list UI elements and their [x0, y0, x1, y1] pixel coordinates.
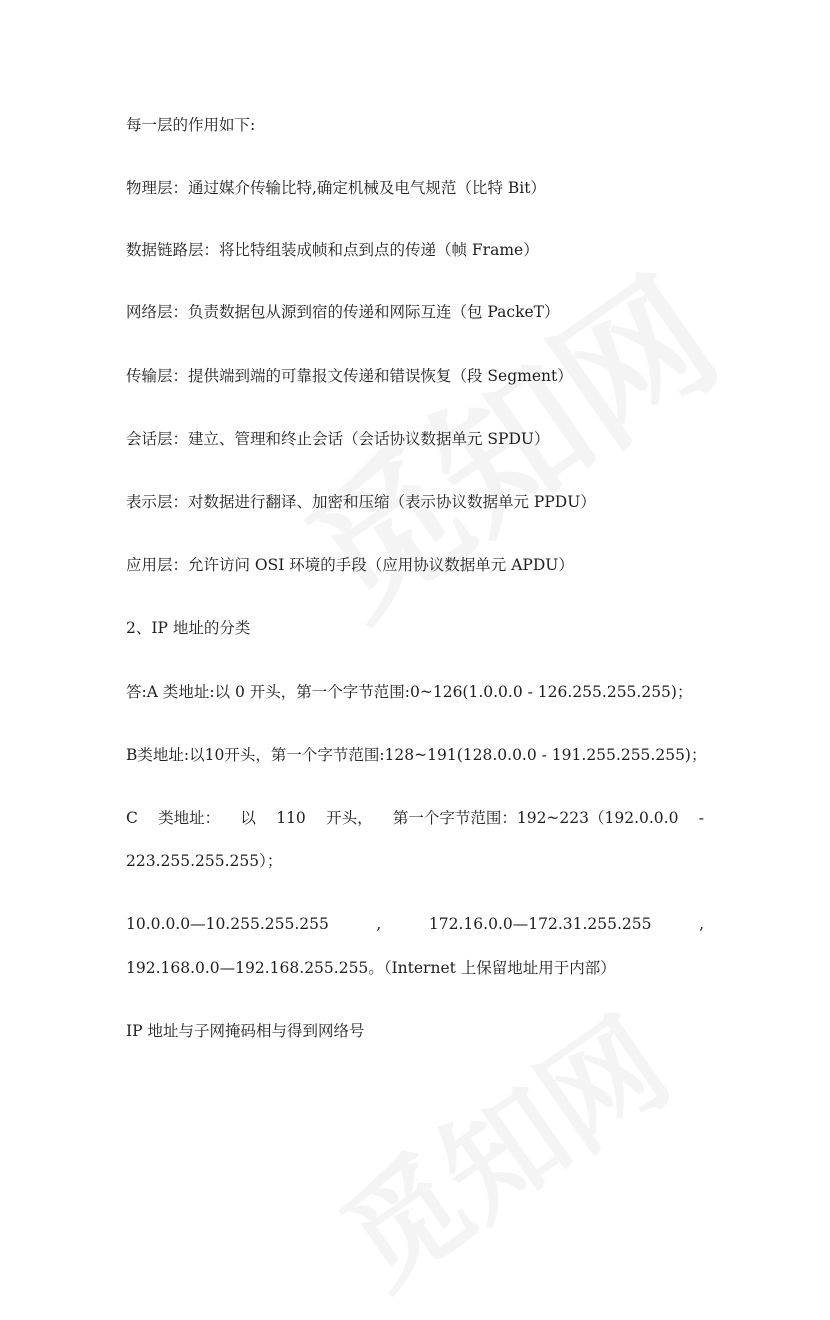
subnet-line: IP 地址与子网掩码相与得到网络号 — [126, 1022, 365, 1040]
datalink-layer-line: 数据链路层：将比特组装成帧和点到点的传递（帧 Frame） — [126, 241, 539, 259]
private-range-continuation: 192.168.0.0—192.168.255.255。（Internet 上保留地址用于内部） — [126, 959, 616, 977]
class-c-part: 110 — [276, 809, 306, 827]
network-layer-line: 网络层：负责数据包从源到宿的传递和网际互连（包 PackeT） — [126, 303, 560, 321]
application-layer-line: 应用层：允许访问 OSI 环境的手段（应用协议数据单元 APDU） — [126, 556, 574, 574]
class-c-line — [126, 808, 704, 828]
class-a-line: 答:A 类地址:以 0 开头，第一个字节范围:0~126(1.0.0.0 - 126.255.255.255)； — [126, 683, 693, 701]
intro-line: 每一层的作用如下: — [126, 116, 256, 134]
class-c-part: 类地址： — [158, 809, 221, 827]
session-layer-line: 会话层：建立、管理和终止会话（会话协议数据单元 SPDU） — [126, 430, 550, 448]
class-c-part: 第一个字节范围：192~223（192.0.0.0 — [392, 809, 679, 827]
section-heading: 2、IP 地址的分类 — [126, 619, 251, 637]
private-range-part: , — [376, 915, 382, 933]
private-range-part: 172.16.0.0—172.31.255.255 — [428, 915, 652, 933]
class-b-line: B类地址:以10开头，第一个字节范围:128~191(128.0.0.0 - 191.255.255.255)； — [126, 746, 707, 764]
class-c-continuation: 223.255.255.255）； — [126, 852, 283, 870]
private-range-line — [126, 914, 704, 934]
class-c-part: C — [126, 809, 138, 827]
class-c-part: 开头， — [326, 809, 373, 827]
physical-layer-line: 物理层：通过媒介传输比特,确定机械及电气规范（比特 Bit） — [126, 179, 546, 197]
private-range-part: 10.0.0.0—10.255.255.255 — [126, 915, 329, 933]
presentation-layer-line: 表示层：对数据进行翻译、加密和压缩（表示协议数据单元 PPDU） — [126, 493, 596, 511]
private-range-part: , — [699, 915, 704, 933]
transport-layer-line: 传输层：提供端到端的可靠报文传递和错误恢复（段 Segment） — [126, 367, 573, 385]
class-c-part: 以 — [240, 809, 256, 827]
class-c-part: - — [698, 809, 704, 827]
